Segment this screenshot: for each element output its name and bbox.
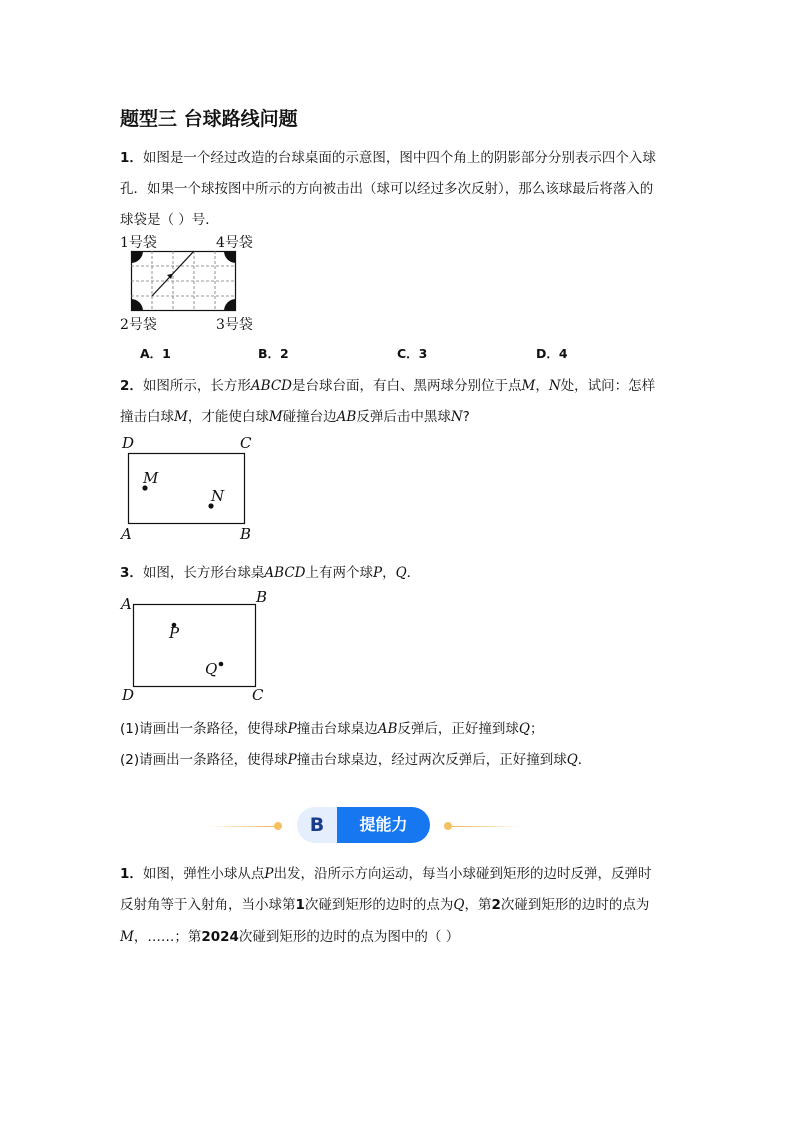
table-grid (131, 251, 236, 311)
b1-text: 出发，沿所示方向运动，每当小球碰到矩形的边时反弹，反弹时 (273, 866, 652, 882)
q2-text: ? (462, 409, 470, 425)
q3-sub-text: 撞击台球桌边 (296, 721, 378, 737)
b1-number: 1． (120, 866, 143, 882)
q2-label-m: M (143, 469, 159, 487)
q3-sub-text: 反弹后，正好撞到球 (397, 721, 519, 737)
banner-line-right (452, 826, 520, 827)
q1-number: 1． (120, 150, 143, 166)
banner-dot-right (444, 822, 452, 830)
banner-line-left (208, 826, 276, 827)
pocket-2-shape (131, 299, 143, 311)
q2-var: M (268, 409, 283, 425)
q3-table-rect (134, 605, 256, 687)
q1-option-a: A．1 (140, 346, 171, 361)
q2-label-c: C (240, 434, 252, 452)
q3-label-d: D (122, 686, 135, 704)
q3-label-p: P (169, 624, 180, 642)
q2-label-n: N (211, 487, 225, 505)
q2-var: ABCD (250, 378, 292, 394)
q2-text: 是台球台面，有白、黑两球分别位于点 (291, 378, 522, 394)
q2-var: M (521, 378, 536, 394)
q3-sub-text: ． (577, 752, 592, 768)
q3-sub-2 (120, 748, 591, 768)
b1-var: P (264, 866, 274, 882)
q2-text: ，才能使白球 (187, 409, 269, 425)
q2-text: 反弹后击中黑球 (356, 409, 451, 425)
q3-text: ． (406, 565, 421, 581)
b1-text: ，……；第 (133, 929, 202, 945)
b1-num: 1 (295, 897, 305, 913)
q3-text: 如图，长方形台球桌 (142, 565, 265, 581)
q2-var: M (174, 409, 188, 425)
q2-text: ， (535, 378, 549, 394)
q2-line-1 (120, 374, 655, 394)
b1-var: Q (453, 897, 465, 913)
q1-line-1 (120, 146, 656, 166)
q3-sub-text: 撞击台球桌边，经过两次反弹后，正好撞到球 (296, 752, 567, 768)
q1-line-3: 球袋是（ ）号． (120, 212, 219, 228)
q2-label-b: B (240, 525, 252, 543)
q2-text: 处，试问：怎样 (560, 378, 656, 394)
q3-sub-var: Q (566, 752, 578, 768)
section-title: 题型三 台球路线问题 (120, 108, 298, 130)
q3-text: ， (382, 565, 396, 581)
q2-text: 撞击白球 (120, 409, 174, 425)
q3-var: Q (395, 565, 407, 581)
q3-sub-text: ； (529, 721, 544, 737)
q3-label-a: A (121, 595, 132, 613)
q3-var: ABCD (264, 565, 306, 581)
b1-line-2 (120, 893, 649, 913)
q3-sub-var: Q (518, 721, 530, 737)
q2-text: 碰撞台边 (282, 409, 337, 425)
q3-label-q: Q (205, 660, 218, 678)
b1-text: 反射角等于入射角，当小球第 (120, 897, 296, 913)
q3-sub-1 (120, 717, 543, 737)
section-banner (297, 807, 430, 843)
pocket-4-label: 4号袋 (216, 235, 253, 251)
q3-line-1 (120, 561, 420, 581)
q2-var: N (548, 378, 561, 394)
q2-label-d: D (122, 434, 135, 452)
q3-number: 3． (120, 565, 143, 581)
b1-var: M (120, 929, 134, 945)
q1-option-b: B．2 (258, 346, 289, 361)
q3-sub-var: P (287, 752, 297, 768)
b1-line-3 (120, 925, 459, 945)
banner-letter: B (297, 807, 337, 843)
pocket-2-label: 2号袋 (120, 317, 157, 333)
b1-num: 2024 (201, 929, 239, 945)
q3-sub-text: (1)请画出一条路径，使得球 (120, 721, 288, 737)
q2-label-a: A (121, 525, 132, 543)
pocket-1-shape (131, 251, 143, 263)
b1-text: 次碰到矩形的边时的点为 (304, 897, 454, 913)
q2-rectangle-figure (128, 453, 246, 525)
b1-text: 次碰到矩形的边时的点为 (500, 897, 650, 913)
q2-number: 2． (120, 378, 143, 394)
pocket-3-label: 3号袋 (216, 317, 253, 333)
b1-text: ，第 (464, 897, 492, 913)
q1-line-2: 孔．如果一个球按图中所示的方向被击出（球可以经过多次反射），那么该球最后将落入的 (120, 181, 654, 197)
q2-var: N (450, 409, 463, 425)
q3-label-b: B (256, 588, 268, 606)
b1-text: 次碰到矩形的边时的点为图中的（ ） (238, 929, 460, 945)
b1-text: 如图，弹性小球从点 (142, 866, 265, 882)
q3-sub-var: AB (377, 721, 398, 737)
billiard-table-figure (131, 251, 237, 312)
q1-option-d: D．4 (536, 346, 568, 361)
q3-sub-var: P (287, 721, 297, 737)
q1-option-c: C．3 (397, 346, 428, 361)
q1-text-1: 如图是一个经过改造的台球桌面的示意图，图中四个角上的阴影部分分别表示四个入球 (142, 150, 656, 166)
banner-dot-left (274, 822, 282, 830)
q3-rectangle-figure (133, 604, 257, 688)
q2-text: 如图所示，长方形 (142, 378, 251, 394)
pocket-1-label: 1号袋 (120, 235, 157, 251)
pocket-3-shape (224, 299, 236, 311)
b1-num: 2 (491, 897, 501, 913)
q3-sub-text: (2)请画出一条路径，使得球 (120, 752, 288, 768)
q2-line-2 (120, 405, 470, 425)
q3-text: 上有两个球 (305, 565, 373, 581)
b1-line-1 (120, 862, 652, 882)
banner-label: 提能力 (337, 807, 430, 843)
pocket-4-shape (224, 251, 236, 263)
q3-label-c: C (252, 686, 264, 704)
q2-var: AB (336, 409, 357, 425)
q3-ball-q (219, 662, 224, 667)
q3-var: P (372, 565, 383, 581)
